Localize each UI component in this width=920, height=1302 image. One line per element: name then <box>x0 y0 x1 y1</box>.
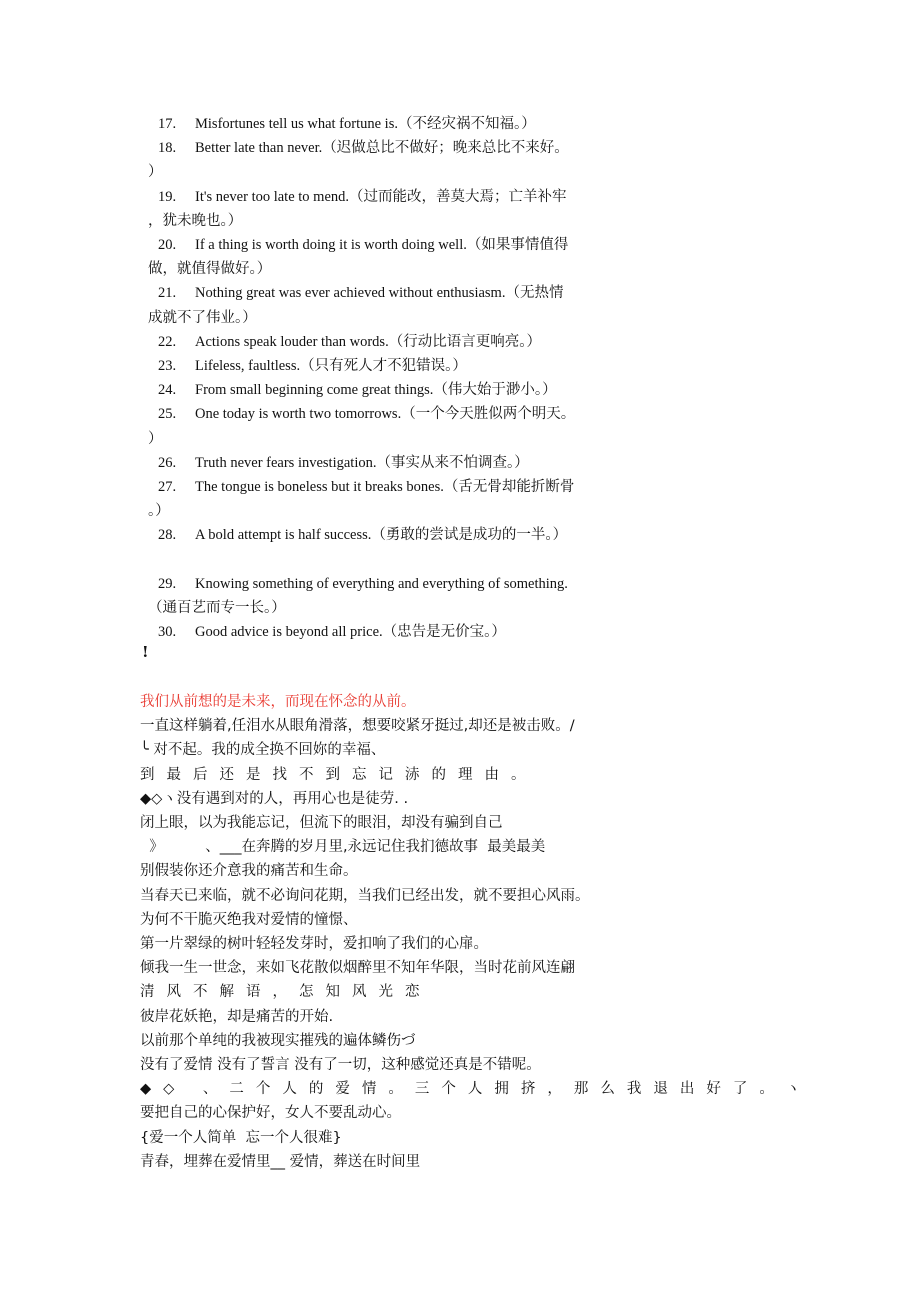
list-item: 22. Actions speak louder than words.（行动比语言更响亮。） <box>158 333 541 350</box>
list-item: 19. It's never too late to mend.（过而能改，善莫大焉；亡羊补牢 <box>158 188 567 205</box>
list-item-continuation: ，犹未晚也。） <box>148 212 243 229</box>
list-item: 24. From small beginning come great things.（伟大始于渺小。） <box>158 382 557 399</box>
exclamation-mark: ! <box>142 643 149 661</box>
list-item: 27. The tongue is boneless but it breaks bones.（舌无骨却能折断骨 <box>158 479 575 496</box>
list-item: 17. Misfortunes tell us what fortune is.（不经灾祸不知福。） <box>158 116 536 132</box>
list-item: 25. One today is worth two tomorrows.（一个今天胜似两个明天。 <box>158 406 576 423</box>
poem-line: 倾我一生一世念，来如飞花散似烟醉里不知年华限，当时花前风连翩 <box>140 960 575 977</box>
poem-block <box>140 690 813 1174</box>
poem-line: 青春，埋葬在爱情里__ 爱情，葬送在时间里 <box>140 1153 421 1170</box>
list-item: 29. Knowing something of everything and everything of something. <box>158 575 568 592</box>
list-item: 26. Truth never fears investigation.（事实从来不怕调查。） <box>158 454 529 471</box>
poem-line: 没有了爱情 没有了誓言 没有了一切，这种感觉还真是不错呢。 <box>140 1057 541 1074</box>
list-item: 28. A bold attempt is half success.（勇敢的尝试是成功的一半。） <box>158 527 568 544</box>
blank-line <box>140 548 630 572</box>
list-item-continuation: （通百艺而专一长。） <box>148 600 286 617</box>
poem-line: 一直这样躺着,任泪水从眼角滑落，想要咬紧牙挺过,却还是被击败。/ <box>140 718 575 735</box>
proverb-list <box>140 112 630 644</box>
poem-line: ◆◇ヽ没有遇到对的人，再用心也是徒劳. . <box>140 790 409 807</box>
list-item-continuation: ） <box>148 430 163 447</box>
list-item-continuation: 成就不了伟业。） <box>148 309 257 326</box>
poem-line: 》 、___在奔腾的岁月里,永远记住我扪德故事 最美最美 <box>140 839 546 856</box>
poem-line: 到最后还是找不到忘记浾的理由。 <box>140 766 538 783</box>
list-item: 23. Lifeless, faultless.（只有死人才不犯错误。） <box>158 358 467 375</box>
list-item: 30. Good advice is beyond all price.（忠告是无价宝。） <box>158 624 506 641</box>
poem-line: 以前那个单纯的我被现实摧残的遍体鳞伤づ <box>140 1032 416 1049</box>
list-item: 18. Better late than never.（迟做总比不做好；晚来总比不来好。 <box>158 140 569 157</box>
poem-line: 当春天已来临，就不必询问花期，当我们已经出发，就不要担心风雨。 <box>140 887 590 904</box>
poem-line: 清风不解语，怎知风光恋 <box>140 984 432 1001</box>
poem-line: ╰ 对不起。我的成全换不回妳的幸福、 <box>140 742 386 759</box>
poem-line: 闭上眼，以为我能忘记，但流下的眼泪，却没有骗到自己 <box>140 815 503 832</box>
poem-heading: 我们从前想的是未来，而现在怀念的从前。 <box>140 694 416 710</box>
poem-line: 别假装你还介意我的痛苦和生命。 <box>140 863 358 880</box>
poem-line: 为何不干脆灭绝我对爱情的憧憬、 <box>140 911 358 928</box>
list-item-continuation: ） <box>148 164 163 181</box>
poem-line: ◆◇ 、二个人的爱情。三个人拥挤，那么我退出好了。ヽ <box>140 1081 813 1098</box>
list-item-continuation: 。） <box>148 503 170 520</box>
poem-line: 彼岸花妖艳，却是痛苦的开始. <box>140 1008 334 1025</box>
list-item: 21. Nothing great was ever achieved without enthusiasm.（无热情 <box>158 285 564 302</box>
poem-line: 第一片翠绿的树叶轻轻发芽时，爱扣响了我们的心扉。 <box>140 936 488 953</box>
poem-line: 要把自己的心保护好，女人不要乱动心。 <box>140 1105 401 1122</box>
list-item: 20. If a thing is worth doing it is worth doing well.（如果事情值得 <box>158 237 569 254</box>
poem-line: {爱一个人简单 忘一个人很难} <box>140 1129 342 1146</box>
list-item-continuation: 做，就值得做好。） <box>148 261 272 278</box>
